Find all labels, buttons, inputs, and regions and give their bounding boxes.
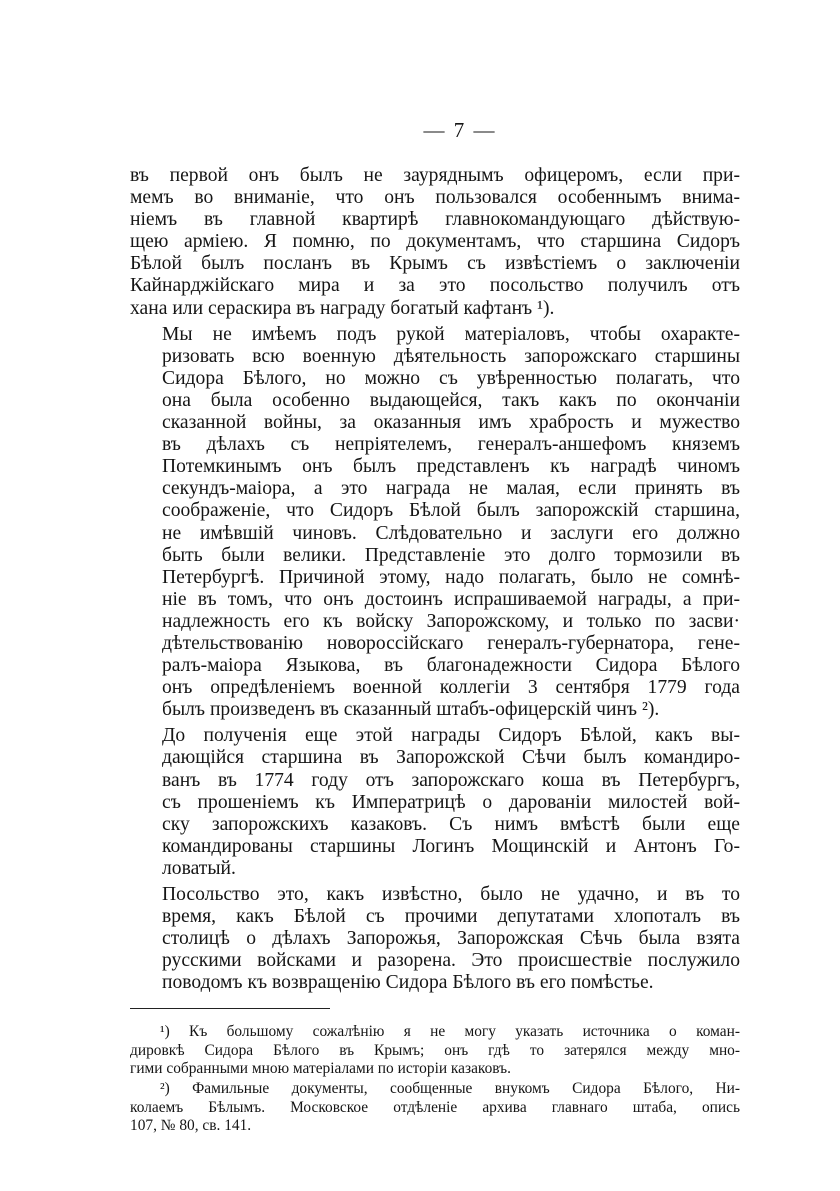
text-line: сказанной войны, за оказанныя имъ храбрость и мужество xyxy=(162,412,740,434)
text-line: соображеніе, что Сидоръ Бѣлой былъ запорожскій старшина, xyxy=(162,500,740,522)
text-line: мемъ во вниманіе, что онъ пользовался особеннымъ внима- xyxy=(130,187,740,209)
text-line: щею арміею. Я помню, по документамъ, что старшина Сидоръ xyxy=(130,231,740,253)
text-line: она была особенно выдающейся, такъ какъ по окончаніи xyxy=(162,389,740,411)
document-page xyxy=(130,118,740,1135)
text-line: Потемкинымъ онъ былъ представленъ къ наградѣ чиномъ xyxy=(162,456,740,478)
text-line: Сидора Бѣлого, но можно съ увѣренностью полагать, что xyxy=(162,367,740,389)
text-line: дѣтельствованію новороссійскаго генералъ-губернатора, гене- xyxy=(162,632,740,654)
footnote-separator xyxy=(130,1008,330,1009)
footnote-line: колаемъ Бѣлымъ. Московское отдѣленіе архива главнаго штаба, опись xyxy=(130,1098,740,1116)
text-line: ризовать всю военную дѣятельность запорожскаго старшины xyxy=(162,345,740,367)
text-line: надлежность его къ войску Запорожскому, и только по засви· xyxy=(162,610,740,632)
footnote xyxy=(130,1080,740,1135)
text-line: въ первой онъ былъ не зауряднымъ офицеромъ, если при- xyxy=(130,165,740,186)
text-line: не имѣвшій чиновъ. Слѣдовательно и заслуги его должно xyxy=(162,522,740,544)
text-line: Кайнарджійскаго мира и за это посольство получилъ отъ xyxy=(130,275,740,297)
text-line: быть были велики. Представленіе это долго тормозили въ xyxy=(162,544,740,566)
footnote-line: 107, № 80, св. 141. xyxy=(130,1116,252,1134)
text-line: въ дѣлахъ съ непріятелемъ, генералъ-аншефомъ княземъ xyxy=(162,434,740,456)
text-line: онъ опредѣленіемъ военной коллегіи 3 сентября 1779 года xyxy=(162,677,740,699)
text-line: Петербургѣ. Причиной этому, надо полагать, было не сомнѣ- xyxy=(162,566,740,588)
text-line: столицѣ о дѣлахъ Запорожья, Запорожская Сѣчь была взята xyxy=(162,928,740,950)
text-line: ску запорожскихъ казаковъ. Съ нимъ вмѣстѣ были еще xyxy=(162,813,740,835)
body-text xyxy=(130,165,740,994)
text-line: Мы не имѣемъ подъ рукой матеріаловъ, чтобы охаракте- xyxy=(162,323,740,345)
text-line: время, какъ Бѣлой съ прочими депутатами хлопоталъ въ xyxy=(162,906,740,928)
text-line: съ прошеніемъ къ Императрицѣ о дарованіи милостей вой- xyxy=(162,791,740,813)
footnote-line: дировкѣ Сидора Бѣлого въ Крымъ; онъ гдѣ то затерялся между мно- xyxy=(130,1041,740,1059)
text-line: ніемъ въ главной квартирѣ главнокомандующаго дѣйствую- xyxy=(130,209,740,231)
text-line: Бѣлой былъ посланъ въ Крымъ съ извѣстіемъ о заключеніи xyxy=(130,253,740,275)
footnote-line: гими собранными мною матеріалами по исторіи казаковъ. xyxy=(130,1060,511,1078)
text-line: хана или сераскира въ награду богатый кафтанъ ¹). xyxy=(130,297,555,319)
paragraph xyxy=(130,324,740,722)
text-line: До полученія еще этой награды Сидоръ Бѣлой, какъ вы- xyxy=(162,725,740,747)
text-line: русскими войсками и разорена. Это происшествіе послужило xyxy=(162,950,740,972)
footnote-line: ¹) Къ большому сожалѣнію я не могу указать источника о коман- xyxy=(160,1023,740,1041)
paragraph xyxy=(130,165,740,320)
text-line: ралъ-маіора Языкова, въ благонадежности Сидора Бѣлого xyxy=(162,655,740,677)
footnotes xyxy=(130,1023,740,1135)
text-line: поводомъ къ возвращенію Сидора Бѣлого въ его помѣстье. xyxy=(162,972,654,994)
text-line: ніе въ томъ, что онъ достоинъ испрашиваемой награды, а при- xyxy=(162,588,740,610)
text-line: былъ произведенъ въ сказанный штабъ-офицерскій чинъ ²). xyxy=(162,699,660,721)
text-line: ванъ въ 1774 году отъ запорожскаго коша въ Петербургъ, xyxy=(162,769,740,791)
footnote-line: ²) Фамильные документы, сообщенные внукомъ Сидора Бѣлого, Ни- xyxy=(160,1080,740,1098)
text-line: дающійся старшина въ Запорожской Сѣчи былъ командиро- xyxy=(162,747,740,769)
text-line: командированы старшины Логинъ Мощинскій и Антонъ Го- xyxy=(162,835,740,857)
footnote xyxy=(130,1023,740,1078)
text-line: секундъ-маіора, а это награда не малая, если принять въ xyxy=(162,478,740,500)
paragraph xyxy=(130,884,740,994)
page-number: — 7 — xyxy=(423,118,497,142)
text-line: ловатый. xyxy=(162,857,236,879)
text-line: Посольство это, какъ извѣстно, было не удачно, и въ то xyxy=(162,884,740,905)
paragraph xyxy=(130,725,740,880)
